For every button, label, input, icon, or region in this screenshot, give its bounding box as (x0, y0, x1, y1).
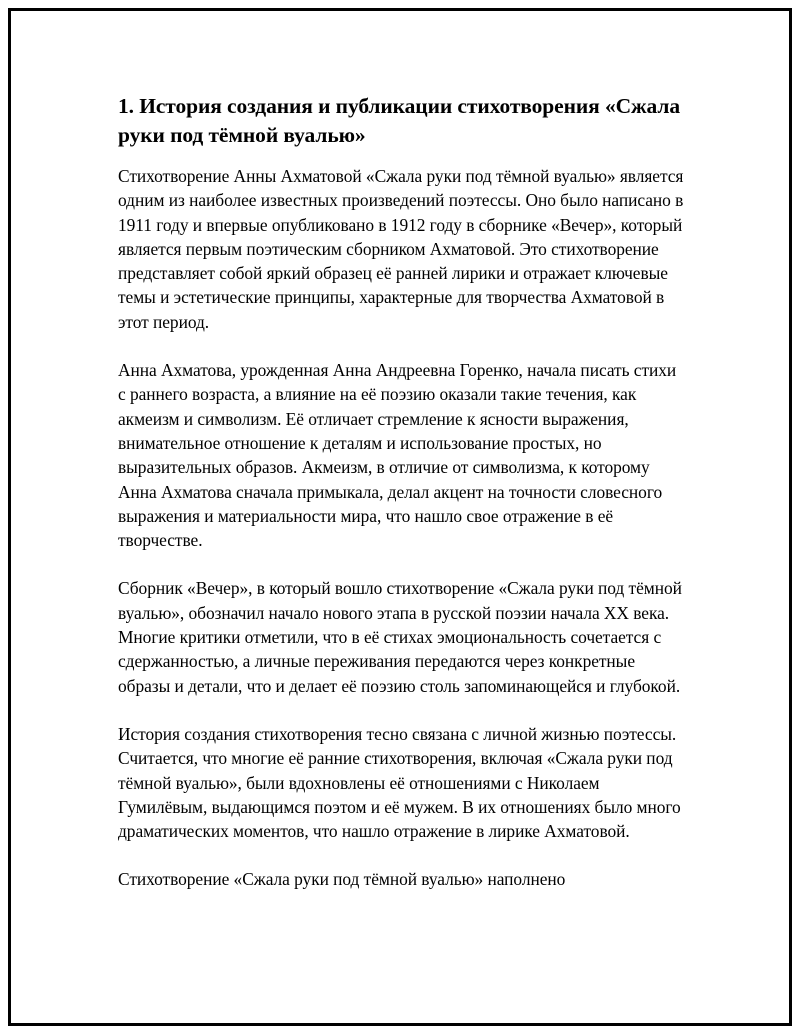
paragraph-3: Сборник «Вечер», в который вошло стихотворение «Сжала руки под тёмной вуалью», обозначил начало нового этапа в русской поэзии начала XX века. Многие критики отметили, что в её стихах эмоциональность сочетается с сдержанностью, а личные переживания передаются через конкретные образы и детали, что и делает её поэзию столь запоминающейся и глубокой. (118, 578, 682, 696)
paragraph-5: Стихотворение «Сжала руки под тёмной вуалью» наполнено (118, 869, 566, 890)
section-heading: 1. История создания и публикации стихотворения «Сжала руки под тёмной вуалью» (118, 94, 680, 147)
paragraph-4: История создания стихотворения тесно связана с личной жизнью поэтессы. Считается, что многие её ранние стихотворения, включая «Сжала руки под тёмной вуалью», были вдохновлены её отношениями с Николаем Гумилёвым, выдающимся поэтом и её мужем. В их отношениях было много драматических моментов, что нашло отражение в лирике Ахматовой. (118, 723, 681, 842)
paragraph-1: Стихотворение Анны Ахматовой «Сжала руки под тёмной вуалью» является одним из наиболее известных произведений поэтессы. Оно было написано в 1911 году и впервые опубликовано в 1912 году в сборнике «Вечер», который является первым поэтическим сборником Ахматовой. Это стихотворение представляет собой яркий образец её ранней лирики и отражает ключевые темы и эстетические принципы, характерные для творчества Ахматовой в этот период. (118, 166, 684, 332)
document-body (118, 92, 688, 892)
paragraph-2: Анна Ахматова, урожденная Анна Андреевна Горенко, начала писать стихи с раннего возраста, а влияние на её поэзию оказали такие течения, как акмеизм и символизм. Её отличает стремление к ясности выражения, внимательное отношение к деталям и использование простых, но выразительных образов. Акмеизм, в отличие от символизма, к которому Анна Ахматова сначала примыкала, делал акцент на точности словесного выражения и материальности мира, что нашло свое отражение в её творчестве. (118, 360, 677, 551)
